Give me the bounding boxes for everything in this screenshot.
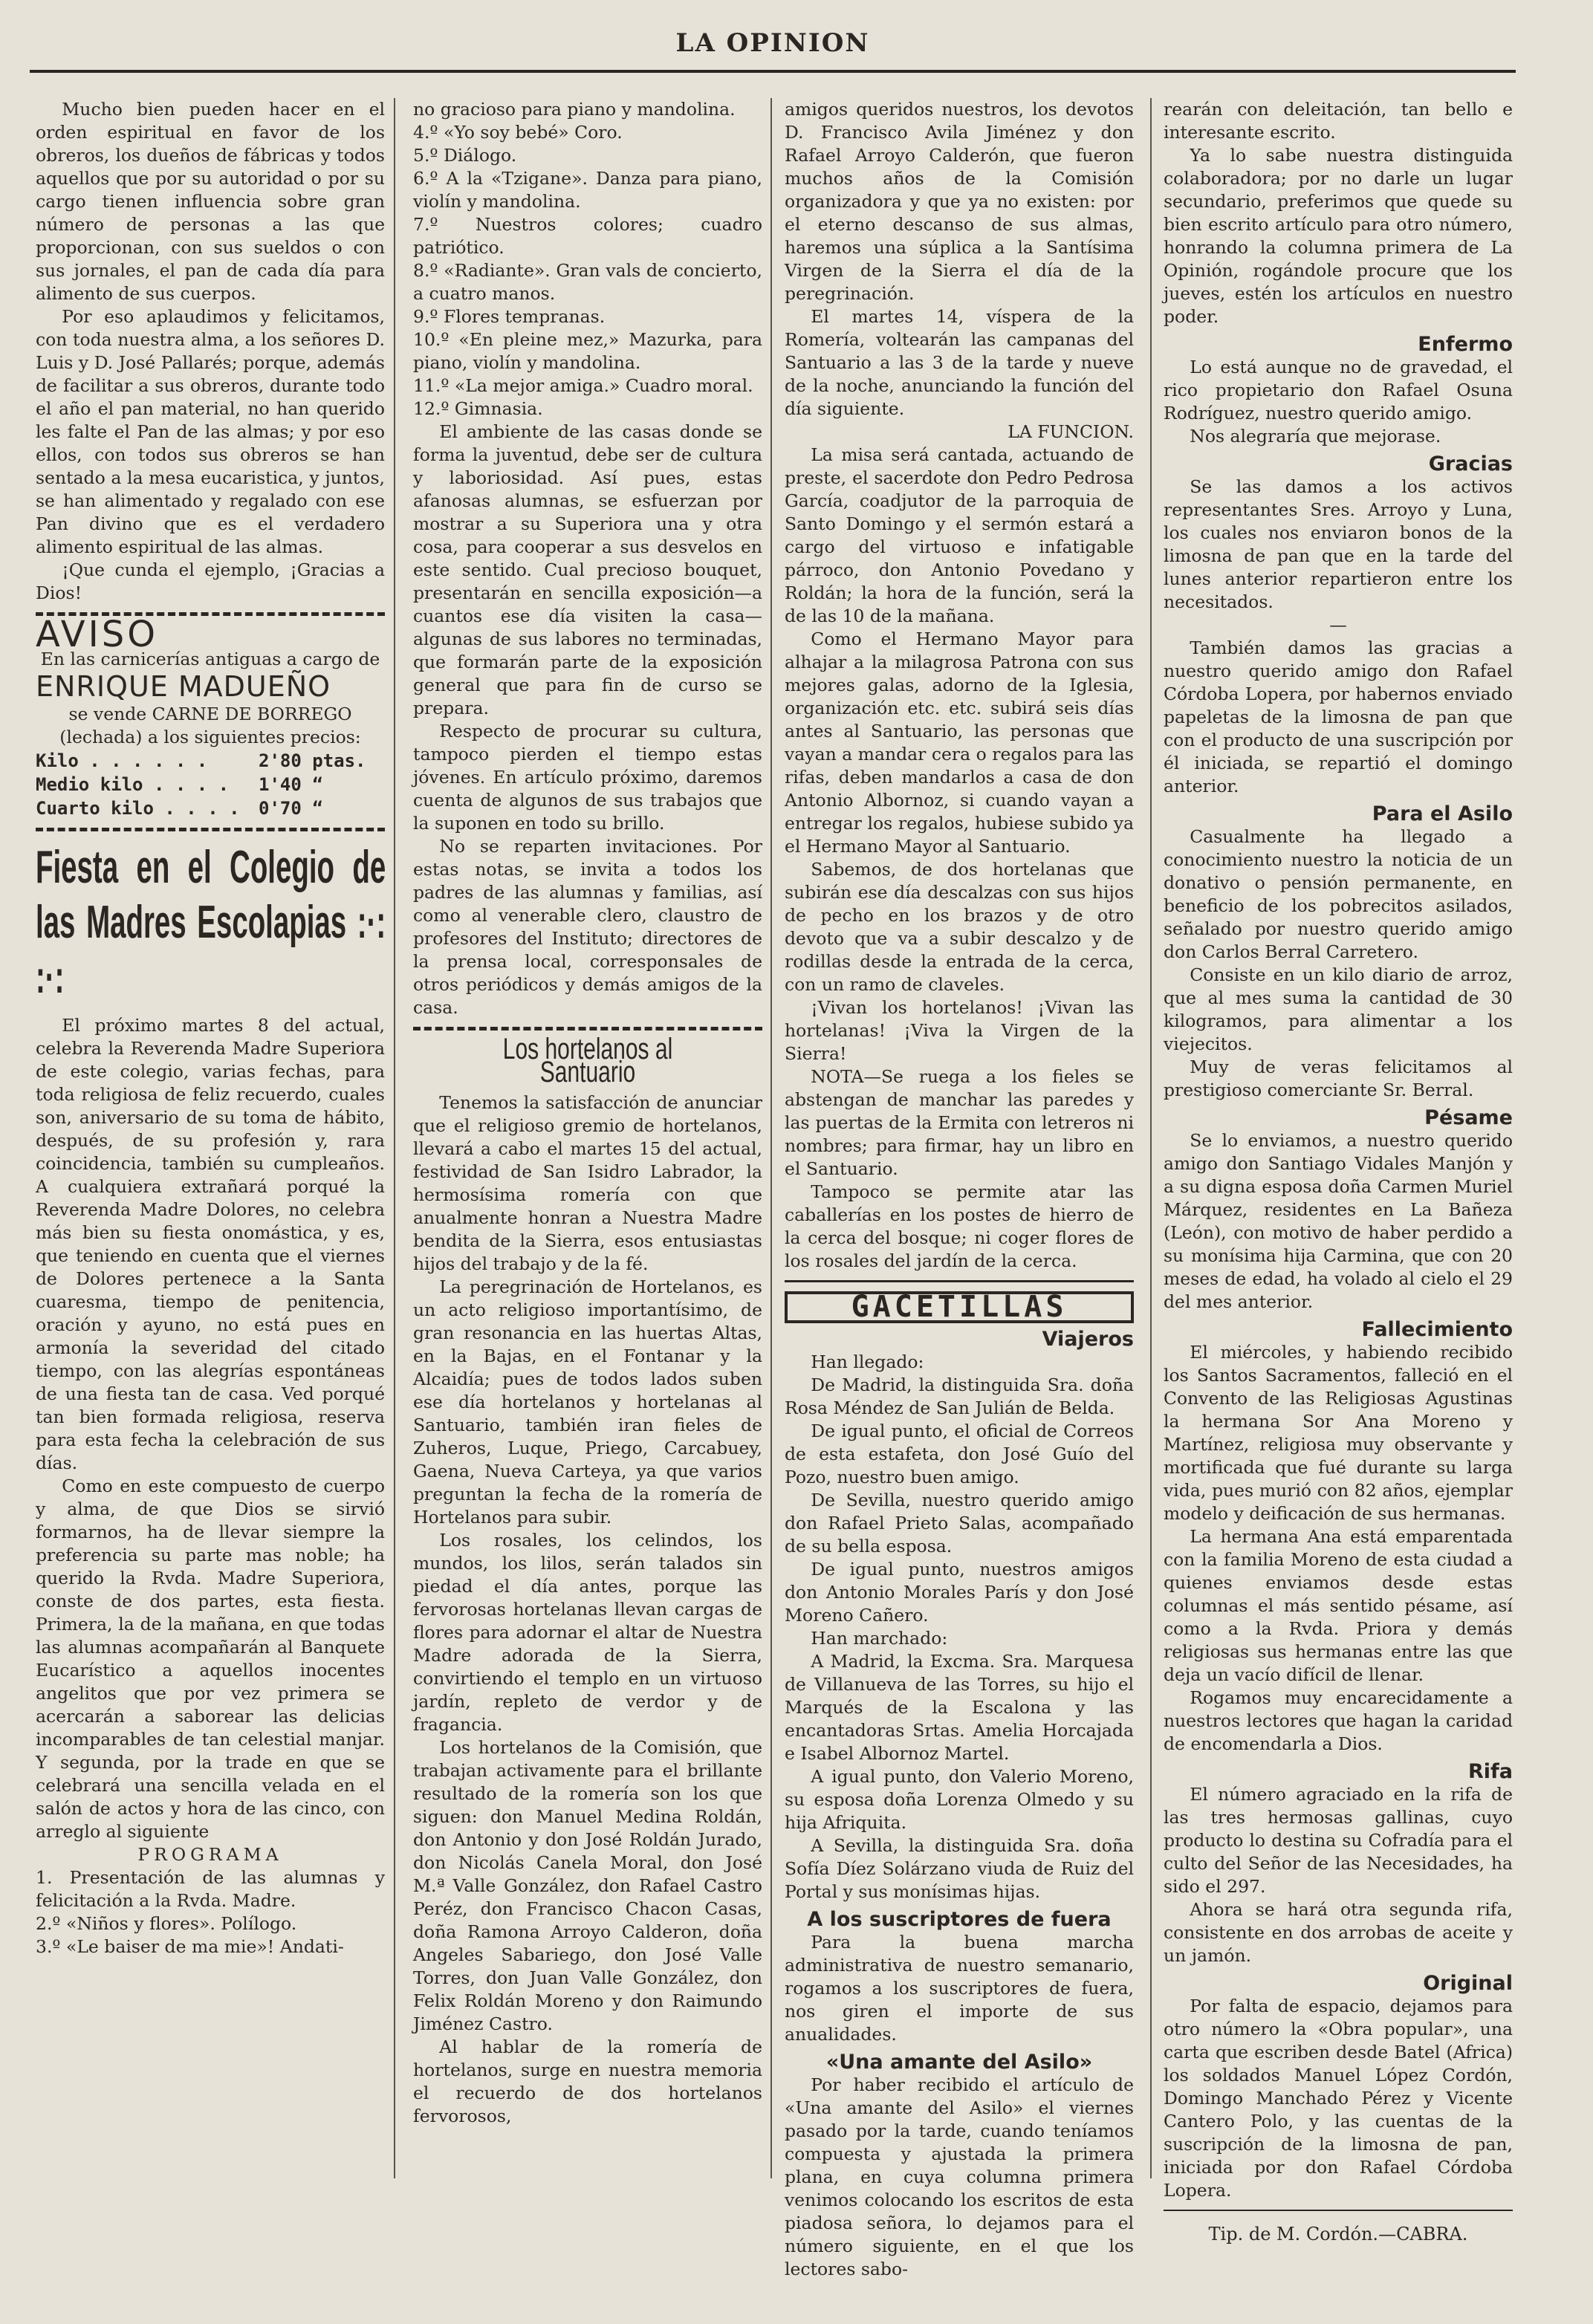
program-item: 4.º «Yo soy bebé» Coro. xyxy=(413,122,623,143)
divider xyxy=(1164,2210,1513,2211)
column-rule xyxy=(1150,98,1152,2178)
aviso-text: En las carnicerías antiguas a cargo de xyxy=(40,649,380,669)
paragraph: El ambiente de las casas donde se forma la juventud, debe ser de cultura y laboriosidad. Así pues, estas afanosas alumnas, se esfuerzan por mostrar a su Superiora una y otra cosa, para cooperar a sus desvelos en este sentido. Cual precioso bouquet, presentarán en sencilla exposición—a cuantos ese día visiten la casa—algunas de sus labores no terminadas, que formarán parte de la exposición general que para fin de curso se prepara. xyxy=(413,421,762,718)
headline-fiesta xyxy=(36,840,386,1005)
page-title: LA OPINION xyxy=(675,28,870,58)
price-row xyxy=(36,749,385,773)
paragraph: A Madrid, la Excma. Sra. Marquesa de Villanueva de las Torres, su hijo el Marqués de la Escalona y las encantadoras Srtas. Amelia Horcajada e Isabel Albornoz Martel. xyxy=(785,1651,1134,1764)
paragraph: De Madrid, la distinguida Sra. doña Rosa Méndez de San Julián de Belda. xyxy=(785,1374,1134,1418)
program-item: 2.º «Niños y flores». Polílogo. xyxy=(36,1913,297,1934)
paragraph: Ahora se hará otra segunda rifa, consistente en dos arrobas de aceite y un jamón. xyxy=(1164,1899,1513,1966)
section-heading: Fallecimiento xyxy=(1361,1318,1513,1341)
gacetillas-heading: GACETILLAS xyxy=(785,1291,1134,1323)
price-row xyxy=(36,773,385,796)
headline-hortelanos: Los hortelanos al Santuario xyxy=(502,1033,673,1088)
program-item: 1. Presentación de las alumnas y felicitación a la Rvda. Madre. xyxy=(36,1867,385,1911)
program-item: 8.º «Radiante». Gran vals de concierto, a cuatro manos. xyxy=(413,260,762,304)
paragraph: Como el Hermano Mayor para alhajar a la milagrosa Patrona con sus mejores galas, adorno de la Iglesia, organización etc. etc. subirá seis días antes al Santuario, las personas que vayan a mandar cera o regalos para las rifas, deben mandarlos a casa de don Antonio Albornoz, si cuando vayan a entregar los regalos, hubiese subido ya el Hermano Mayor al Santuario. xyxy=(785,629,1134,857)
section-heading: Original xyxy=(1423,1972,1513,1995)
column-rule xyxy=(770,98,772,2178)
price-value: 1'40 “ xyxy=(259,774,323,795)
paragraph: A Sevilla, la distinguida Sra. doña Sofía Díez Solárzano viuda de Ruiz del Portal y sus monísimas hijas. xyxy=(785,1835,1134,1902)
program-item: 10.º «En pleine mez,» Mazurka, para piano, violín y mandolina. xyxy=(413,329,762,373)
section-heading: Enfermo xyxy=(1418,333,1513,356)
program-item: 7.º Nuestros colores; cuadro patriótico. xyxy=(413,214,762,258)
paragraph: ¡Que cunda el ejemplo, ¡Gracias a Dios! xyxy=(36,559,385,603)
paragraph: De igual punto, nuestros amigos don Antonio Morales París y don José Moreno Cañero. xyxy=(785,1559,1134,1626)
paragraph: Como en este compuesto de cuerpo y alma, de que Dios se sirvió formarnos, ha de llevar siempre la preferencia su parte mas noble; ha querido la Rvda. Madre Superiora, conste de dos partes, esta fiesta. Primera, la de la mañana, en que todas las alumnas acompañarán al Banquete Eucarístico a aquellos inocentes angelitos que por vez primera se acercarán a saborear las delicias incomparables de tan celestial manjar. Y segunda, por la trade en que se celebrará una sencilla velada en el salón de actos y hora de las cinco, con arreglo al siguiente xyxy=(36,1476,385,1842)
section-heading: Rifa xyxy=(1467,1760,1513,1783)
advertiser-name: ENRIQUE MADUEÑO xyxy=(36,670,331,703)
paragraph: La misa será cantada, actuando de preste, el sacerdote don Pedro Pedrosa García, coadjutor de la parroquia de Santo Domingo y el sermón estará a cargo del virtuoso e infatigable párroco, don Antonio Povedano y Roldán; la hora de la función, será la de las 10 de la mañana. xyxy=(785,444,1134,626)
program-item: 3.º «Le baiser de ma mie»! Andati- xyxy=(36,1936,344,1957)
paragraph: rearán con deleitación, tan bello e interesante escrito. xyxy=(1164,99,1513,143)
ornament: :·: :·: xyxy=(36,897,386,1003)
paragraph: ¡Vivan los hortelanos! ¡Vivan las hortelanas! ¡Viva la Virgen de la Sierra! xyxy=(785,997,1134,1064)
paragraph: Mucho bien pueden hacer en el orden espiritual en favor de los obreros, los dueños de fábricas y todos aquellos que por su autoridad o por su cargo tienen influencia sobre gran número de personas a las que proporcionan, con sus sueldos o con sus jornales, el pan de cada día para alimento de sus cuerpos. xyxy=(36,99,385,304)
aviso-heading: AVISO xyxy=(36,614,159,655)
section-heading: Para el Asilo xyxy=(1372,802,1513,825)
paragraph: Rogamos muy encarecidamente a nuestros lectores que hagan la caridad de encomendarla a Dios. xyxy=(1164,1687,1513,1754)
program-heading: PROGRAMA xyxy=(137,1844,283,1865)
section-heading: A los suscriptores de fuera xyxy=(807,1908,1112,1931)
paragraph: NOTA—Se ruega a los fieles se abstengan de manchar las paredes y las puertas de la Ermita con letreros ni nombres; para firmar, hay un libro en el Santuario. xyxy=(785,1066,1134,1179)
section-heading: «Una amante del Asilo» xyxy=(825,2051,1093,2074)
paragraph: El próximo martes 8 del actual, celebra la Reverenda Madre Superiora de este colegio, varias fechas, para toda religiosa de feliz recuerdo, cuales son, aniversario de su toma de hábito, después, de su profesión y, rara coincidencia, también su cumpleaños. A cualquiera extrañará porqué la Reverenda Madre Dolores, no celebra más bien su fiesta onomástica, y es, que teniendo en cuenta que el viernes de Dolores pertenece a la Santa cuaresma, tiempo de penitencia, oración y ayuno, no está pues en armonía la severidad del citado tiempo, con las alegrías espontáneas de una fiesta tan de casa. Ved porqué tan bien formada religiosa, reserva para esta fecha la celebración de sus días. xyxy=(36,1015,385,1473)
divider xyxy=(785,1280,1134,1282)
column-1 xyxy=(36,98,385,1958)
program-item: 11.º «La mejor amiga.» Cuadro moral. xyxy=(413,375,753,396)
paragraph: Casualmente ha llegado a conocimiento nuestro la noticia de un donativo o pensión permanente, en beneficio de los pobrecitos asilados, señalado por nuestro querido amigo don Carlos Berral Carretero. xyxy=(1164,826,1513,962)
paragraph: El número agraciado en la rifa de las tres hermosas gallinas, cuyo producto lo destina su Cofradía para el culto del Señor de las Necesidades, ha sido el 297. xyxy=(1164,1784,1513,1897)
program-item: 5.º Diálogo. xyxy=(413,145,517,166)
program-item: no gracioso para piano y mandolina. xyxy=(413,99,736,120)
paragraph: Lo está aunque no de gravedad, el rico propietario don Rafael Osuna Rodríguez, nuestro querido amigo. xyxy=(1164,357,1513,423)
section-heading: Viajeros xyxy=(1042,1328,1134,1351)
paragraph: La peregrinación de Hortelanos, es un acto religioso importantísimo, de gran resonancia en las huertas Altas, en la Bajas, en el Fontanar y la Alcaidía; pues de todos lados suben ese día hortelanos y hortelanas al Santuario, también iran fieles de Zuheros, Luque, Priego, Carcabuey, Gaena, Nueva Carteya, ya que varios preguntan la fecha de la romería de Hortelanos para subir. xyxy=(413,1276,762,1528)
paragraph: Se lo enviamos, a nuestro querido amigo don Santiago Vidales Manjón y a su digna esposa doña Carmen Muriel Márquez, residentes en La Bañeza (León), con motivo de haber perdido a su monísima hija Carmina, que con 20 meses de edad, ha volado al cielo el 29 del mes anterior. xyxy=(1164,1130,1513,1312)
paragraph: El miércoles, y habiendo recibido los Santos Sacramentos, falleció en el Convento de las Religiosas Agustinas la hermana Sor Ana Moreno y Martínez, religiosa muy observante y mortificada que fué durante su larga vida, pues murió con 82 años, ejemplar modelo y deificación de sus hermanas. xyxy=(1164,1342,1513,1524)
paragraph: Sabemos, de dos hortelanas que subirán ese día descalzas con sus hijos de pecho en los brazos y de otro devoto que va a subir descalzo y de rodillas desde la entrada de la cerca, con un ramo de claveles. xyxy=(785,859,1134,995)
paragraph: Por haber recibido el artículo de «Una amante del Asilo» el viernes pasado por la tarde, cuando teníamos compuesta y ajustada la primera plana, en cuya columna primera venimos colocando los escritos de esta piadosa señora, lo dejamos para el número siguiente, en el que los lectores sabo- xyxy=(785,2074,1134,2279)
paragraph: Tenemos la satisfacción de anunciar que el religioso gremio de hortelanos, llevará a cabo el martes 15 del actual, festividad de San Isidro Labrador, la hermosísima romería con que anualmente honran a Nuestra Madre bendita de la Sierra, esos entusiastas hijos del trabajo y de la fé. xyxy=(413,1092,762,1274)
column-3 xyxy=(785,98,1134,2281)
paragraph: Por falta de espacio, dejamos para otro número la «Obra popular», una carta que escriben desde Batel (Africa) los soldados Manuel López Cordón, Domingo Manchado Pérez y Vicente Cantero Polo, y las cuentas de la suscripción de la limosna de pan, iniciada por don Rafael Córdoba Lopera. xyxy=(1164,1996,1513,2201)
paragraph: Al hablar de la romería de hortelanos, surge en nuestra memoria el recuerdo de dos hortelanos fervorosos, xyxy=(413,2036,762,2126)
header-rule xyxy=(30,70,1516,73)
paragraph: Se las damos a los activos representantes Sres. Arroyo y Luna, los cuales nos enviaron bonos de la limosna de pan que en la tarde del lunes anterior repartieron entre los necesitados. xyxy=(1164,476,1513,612)
program-item: 12.º Gimnasia. xyxy=(413,398,543,419)
paragraph: El martes 14, víspera de la Romería, voltearán las campanas del Santuario a las 3 de la tarde y nueve de la noche, anunciando la función del día siguiente. xyxy=(785,306,1134,419)
price-item: Medio kilo . . . . xyxy=(36,774,230,795)
column-4 xyxy=(1164,98,1513,2246)
paragraph: La hermana Ana está emparentada con la familia Moreno de esta ciudad a quienes enviamos desde estas columnas el más sentido pésame, así como a la Rvda. Priora y demás religiosas sus hermanas entre las que deja un vacío difícil de llenar. xyxy=(1164,1526,1513,1685)
column-rule xyxy=(394,98,395,2178)
paragraph: Tampoco se permite atar las caballerías en los postes de hierro de la cerca del bosque; ni coger flores de los rosales del jardín de la cerca. xyxy=(785,1181,1134,1271)
aviso-text: se vende CARNE DE BORREGO (lechada) a los siguientes precios: xyxy=(59,704,361,747)
paragraph: También damos las gracias a nuestro querido amigo don Rafael Córdoba Lopera, por habernos enviado papeletas de la limosna de pan que con el producto de una suscripción por él iniciada, se repartió el domingo anterior. xyxy=(1164,637,1513,796)
paragraph: Han marchado: xyxy=(811,1628,948,1649)
paragraph: Los rosales, los celindos, los mundos, los lilos, serán talados sin piedad el día antes, porque las fervorosas hortelanas llevan cargas de flores para adornar el altar de Nuestra Madre adorada de la Sierra, convirtiendo el templo en un virtuoso jardín, repleto de verdor y de fragancia. xyxy=(413,1530,762,1735)
paragraph: Respecto de procurar su cultura, tampoco pierden el tiempo estas jóvenes. En artículo próximo, daremos cuenta de algunos de sus trabajos que la suponen en todo su brillo. xyxy=(413,721,762,834)
column-2 xyxy=(413,98,762,2128)
paragraph: A igual punto, don Valerio Moreno, su esposa doña Lorenza Olmedo y su hija Afriquita. xyxy=(785,1766,1134,1833)
printer-imprint: Tip. de M. Cordón.—CABRA. xyxy=(1208,2224,1468,2245)
section-heading: Gracias xyxy=(1428,452,1513,475)
paragraph: De igual punto, el oficial de Correos de esta estafeta, don José Guío del Pozo, nuestro buen amigo. xyxy=(785,1421,1134,1487)
divider xyxy=(413,1027,762,1030)
paragraph: Ya lo sabe nuestra distinguida colaboradora; por no darle un lugar secundario, preferimos que quede su bien escrito artículo para otro número, honrando la columna primera de La Opinión, rogándole procure que los jueves, estén los artículos en nuestro poder. xyxy=(1164,145,1513,327)
section-subhead: LA FUNCION. xyxy=(1008,421,1134,442)
section-heading: Pésame xyxy=(1424,1106,1513,1129)
dash-separator: — xyxy=(1329,614,1347,635)
paragraph: No se reparten invitaciones. Por estas notas, se invita a todos los padres de las alumnas y familias, así como al venerable clero, claustro de profesores del Instituto; directores de la prensa local, corresponsales de otros periódicos y demás amigos de la casa. xyxy=(413,836,762,1018)
price-value: 2'80 ptas. xyxy=(259,750,366,771)
paragraph: Han llegado: xyxy=(811,1351,924,1372)
paragraph: Para la buena marcha administrativa de nuestro semanario, rogamos a los suscriptores de fuera, nos giren el importe de sus anualidades. xyxy=(785,1932,1134,2045)
paragraph: Por eso aplaudimos y felicitamos, con toda nuestra alma, a los señores D. Luis y D. José Pallarés; porque, además de facilitar a sus obreros, durante todo el año el pan material, no han querido les falte el Pan de las almas; y por eso ellos, con todos sus obreros se han sentado a la mesa eucaristica, y juntos, se han alimentado y regalado con ese Pan divino que es el verdadero alimento espiritual de las almas. xyxy=(36,306,385,557)
paragraph: amigos queridos nuestros, los devotos D. Francisco Avila Jiménez y don Rafael Arroyo Calderón, que fueron muchos años de la Comisión organizadora y que ya no existen: por el eterno descanso de sus almas, haremos una súplica a la Santísima Virgen de la Sierra el día de la peregrinación. xyxy=(785,99,1134,304)
price-row xyxy=(36,796,385,820)
paragraph: Muy de veras felicitamos al prestigioso comerciante Sr. Berral. xyxy=(1164,1056,1513,1100)
headline-text: Fiesta en el Colegio de las Madres Escolapias xyxy=(36,842,386,948)
paragraph: Consiste en un kilo diario de arroz, que al mes suma la cantidad de 30 kilogramos, para alimentar a los viejecitos. xyxy=(1164,964,1513,1054)
price-item: Kilo . . . . . . xyxy=(36,750,208,771)
price-value: 0'70 “ xyxy=(259,798,323,819)
paragraph: Nos alegraría que mejorase. xyxy=(1190,426,1441,447)
program-item: 9.º Flores tempranas. xyxy=(413,306,606,327)
paragraph: De Sevilla, nuestro querido amigo don Rafael Prieto Salas, acompañado de su bella esposa. xyxy=(785,1490,1134,1557)
program-item: 6.º A la «Tzigane». Danza para piano, violín y mandolina. xyxy=(413,168,762,212)
paragraph: Los hortelanos de la Comisión, que trabajan activamente para el brillante resultado de la romería son los que siguen: don Manuel Medina Roldán, don Antonio y don José Roldán Jurado, don Nicolás Canela Moral, don José M.ª Valle González, don Rafael Castro Peréz, don Francisco Chacon Casas, doña Ramona Arroyo Calderon, doña Angeles Sabariego, don José Valle Torres, don Juan Valle González, don Felix Roldán Moreno y don Raimundo Jiménez Castro. xyxy=(413,1737,762,2034)
price-item: Cuarto kilo . . . . xyxy=(36,798,240,819)
divider xyxy=(36,828,385,831)
